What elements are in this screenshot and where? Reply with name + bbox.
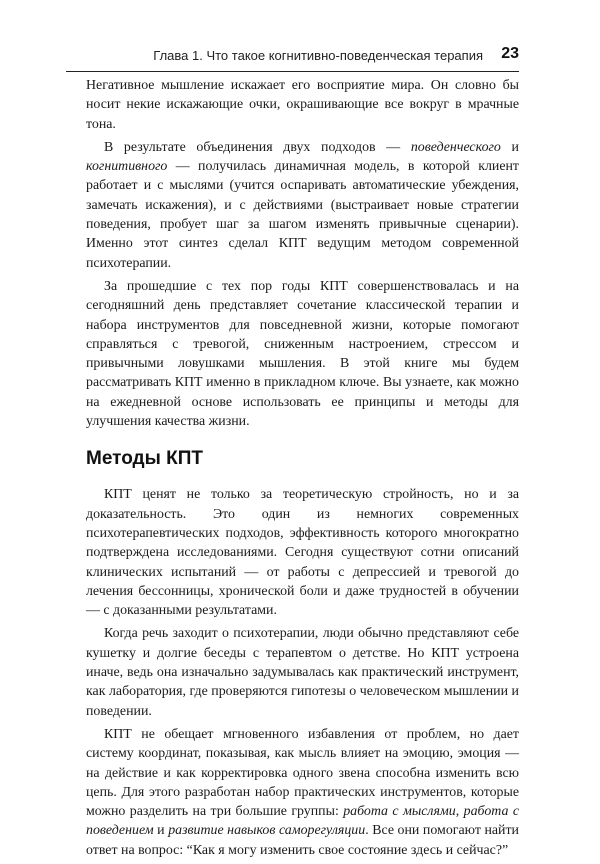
paragraph-2-emphasis-1: поведенческого bbox=[410, 139, 501, 155]
paragraph-6 bbox=[86, 725, 519, 860]
paragraph-6-emphasis-2: работа с поведением bbox=[86, 804, 519, 839]
section-heading: Методы КПТ bbox=[86, 448, 203, 470]
paragraph-3: За прошедшие с тех пор годы КПТ совершенствовалась и на сегодняшний день представляет сочетание классической терапии и набора инструментов для повседневной жизни, которые помогают справляться с тревогой, сниженным настроением, стрессом и привычными ловушками мышления. В этой книге мы будем рассматривать КПТ именно в прикладном ключе. Вы узнаете, как можно на ежедневной основе использовать ее принципы и методы для улучшения качества жизни. bbox=[86, 278, 519, 430]
paragraph-5: Когда речь заходит о психотерапии, люди обычно представляют себе кушетку и долгие беседы с терапевтом о детстве. Но КПТ устроена иначе, ведь она изначально задумывалась как практический инструмент, как лаборатория, где проверяются гипотезы о человеческом мышлении и поведении. bbox=[86, 626, 519, 719]
paragraph-2-emphasis-2: когнитивного bbox=[86, 159, 168, 175]
paragraph-2 bbox=[86, 138, 519, 273]
header-divider bbox=[66, 71, 519, 72]
paragraph-6-text-a: КПТ не обещает мгновенного избавления от проблем, но дает систему координат, показывая, как мысль влияет на эмоцию, эмоция — на действие и как корректировка одного звена способна изменить всю цепь. Для этого разработан набор практических инструментов, которые можно разделить на три большие группы: bbox=[86, 726, 519, 820]
page-body bbox=[86, 76, 519, 864]
paragraph-6-text-b: , bbox=[455, 804, 464, 820]
paragraph-6-text-d: . Все они помогают найти ответ на вопрос: “Как я могу изменить свое состояние здесь и сейчас?” bbox=[86, 823, 519, 858]
paragraph-6-text-c: и bbox=[153, 823, 169, 839]
paragraph-2-text-a: В результате объединения двух подходов — bbox=[104, 139, 411, 155]
paragraph-6-emphasis-3: развитие навыков саморегуляции bbox=[168, 823, 366, 839]
page-number: 23 bbox=[501, 45, 519, 62]
chapter-title: Глава 1. Что такое когнитивно-поведенческая терапия bbox=[153, 48, 483, 63]
paragraph-2-text-b: и bbox=[500, 139, 519, 155]
paragraph-4: КПТ ценят не только за теоретическую стройность, но и за доказательность. Это один из немногих современных психотерапевтических подходов, эффективность которого многократно подтверждена исследованиями. Сегодня существуют сотни описаний клинических испытаний — от работы с депрессией и тревогой до лечения бессонницы, хронической боли и даже трудностей в обучении — с доказанными результатами. bbox=[86, 487, 519, 619]
running-header bbox=[66, 46, 519, 68]
paragraph-6-emphasis-1: работа с мыслями bbox=[343, 804, 456, 820]
paragraph-2-text-c: — получилась динамичная модель, в которой клиент работает и с мыслями (учится оспаривать автоматические убеждения, замечать искажения), и с действиями (выстраивает новые стратегии поведения, пробует шаг за шагом изменять привычные сценарии). Именно этот синтез сделал КПТ ведущим методом современной психотерапии. bbox=[86, 159, 519, 271]
paragraph-1: Негативное мышление искажает его восприятие мира. Он словно бы носит некие искажающие очки, окрашивающие все вокруг в мрачные тона. bbox=[86, 78, 519, 132]
